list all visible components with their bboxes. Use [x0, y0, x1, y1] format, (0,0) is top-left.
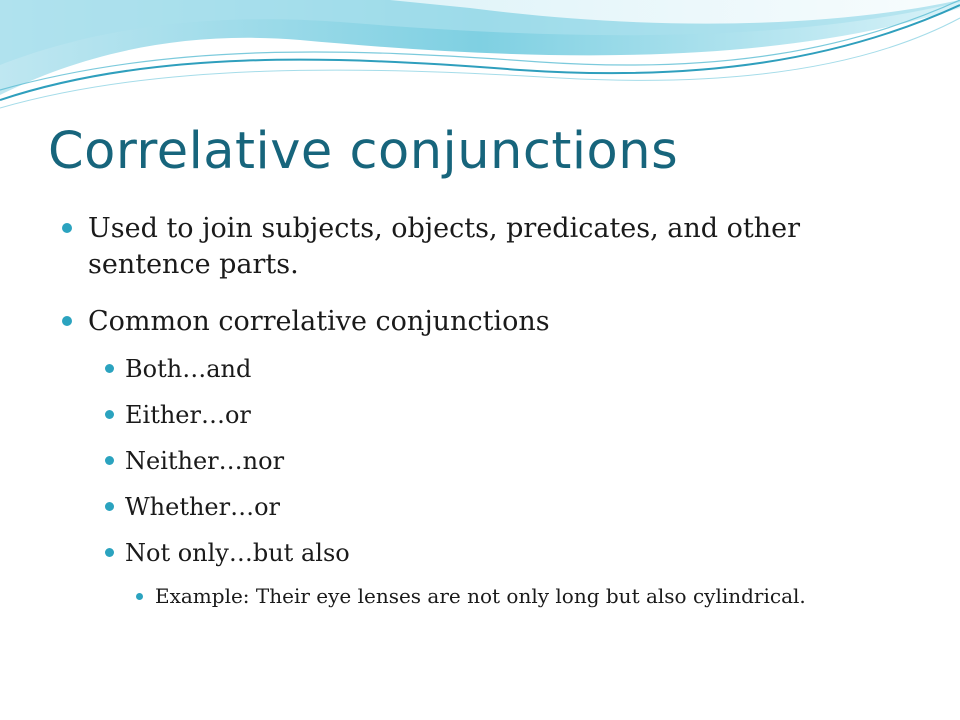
sub-bullet-dot	[105, 364, 114, 373]
bullet-dot	[62, 223, 72, 233]
sub-bullet-item	[125, 445, 284, 477]
bullet-text: Common correlative conjunctions	[88, 306, 550, 337]
sub-sub-bullet-dot	[136, 593, 143, 600]
sub-sub-bullet-item	[155, 582, 835, 611]
bullet-item	[88, 211, 908, 283]
sub-bullet-dot	[105, 548, 114, 557]
bullet-item	[88, 304, 908, 340]
sub-bullet-item	[125, 353, 251, 385]
sub-bullet-text: Both…and	[125, 355, 252, 383]
sub-bullet-dot	[105, 456, 114, 465]
sub-bullet-text: Not only…but also	[125, 539, 350, 567]
sub-bullet-item	[125, 491, 280, 523]
sub-sub-bullet-text: Example: Their eye lenses are not only long but also cylindrical.	[155, 584, 806, 608]
sub-bullet-dot	[105, 502, 114, 511]
sub-bullet-item	[125, 399, 251, 431]
sub-bullet-text: Neither…nor	[125, 447, 285, 475]
sub-bullet-text: Whether…or	[125, 493, 281, 521]
sub-bullet-item	[125, 537, 350, 569]
bullet-text: Used to join subjects, objects, predicates, and other sentence parts.	[88, 213, 801, 280]
slide-title: Correlative conjunctions	[48, 122, 679, 181]
sub-bullet-dot	[105, 410, 114, 419]
sub-bullet-text: Either…or	[125, 401, 251, 429]
bullet-dot	[62, 316, 72, 326]
